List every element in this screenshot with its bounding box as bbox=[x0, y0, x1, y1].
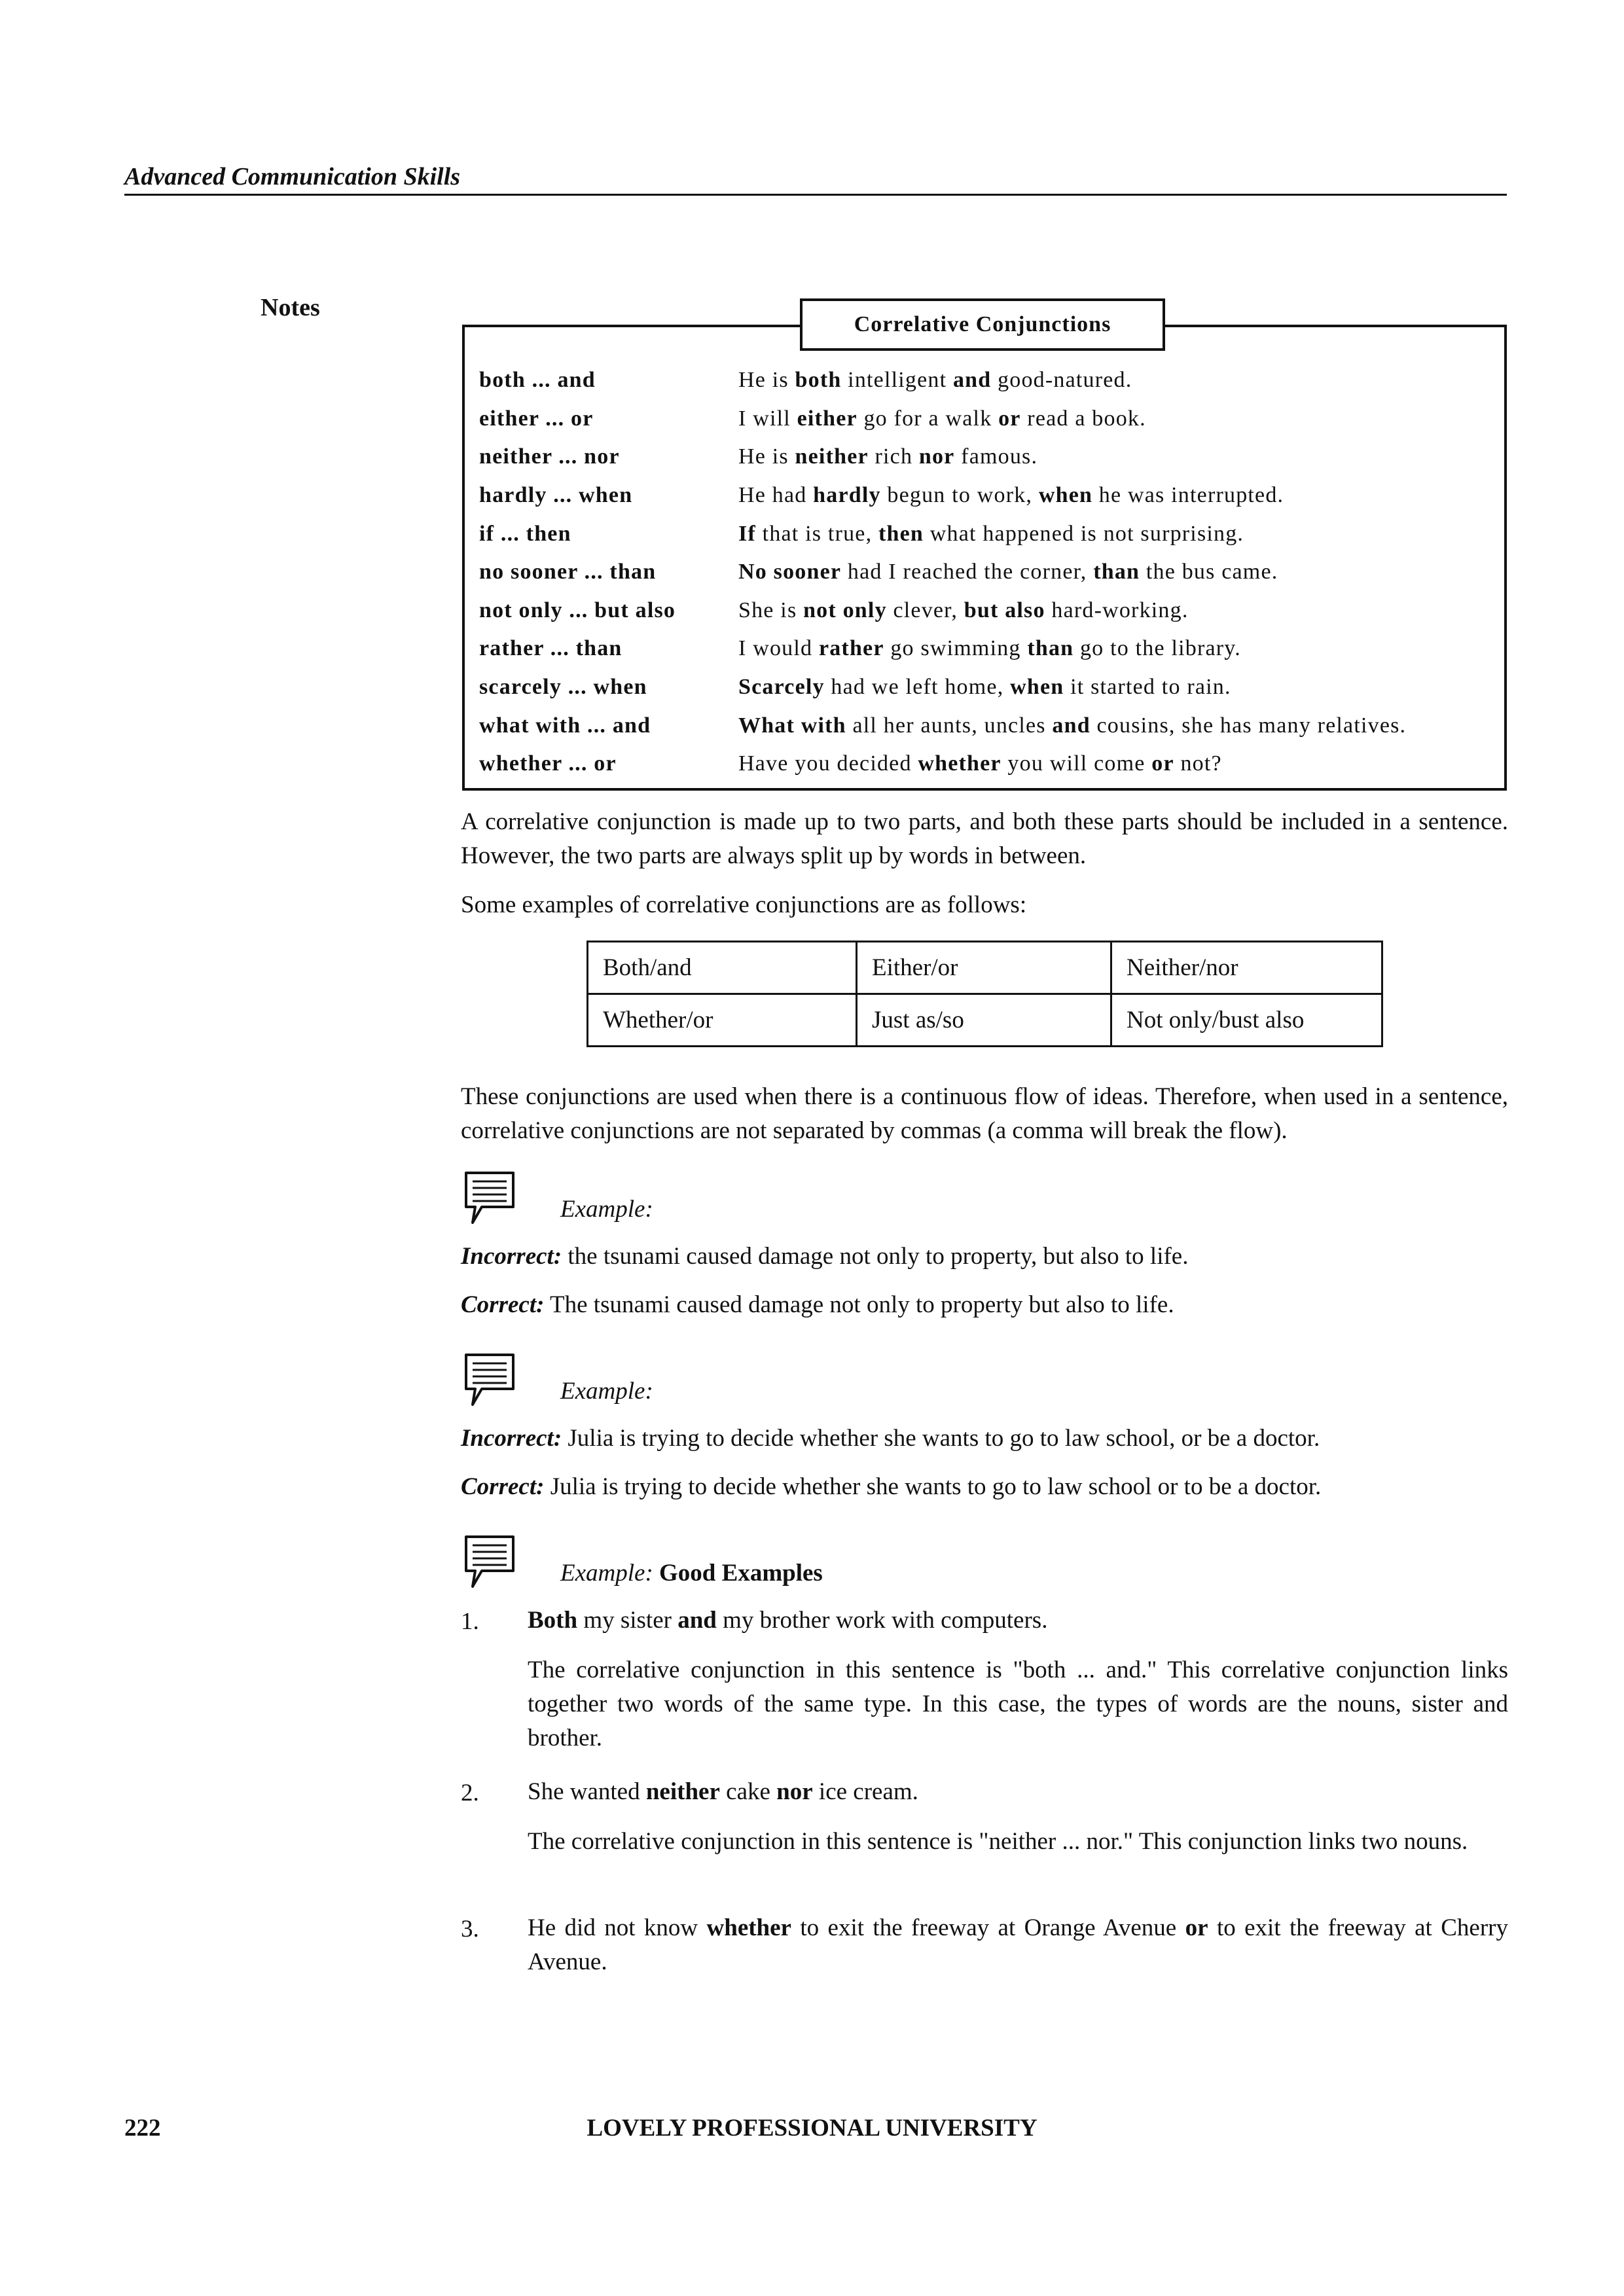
intro-paragraph: A correlative conjunction is made up to two parts, and both these parts should be included in a sentence. However, the two parts are always split up by words in between. bbox=[461, 808, 1508, 869]
conjunction-keyword: nor bbox=[776, 1778, 813, 1805]
list-number: 2. bbox=[461, 1780, 479, 1806]
example-text: She is bbox=[738, 598, 804, 622]
example-text: you will come bbox=[1001, 751, 1152, 776]
example-text: intelligent bbox=[841, 368, 953, 393]
conjunction-keyword: not only bbox=[803, 598, 887, 622]
list-number: 3. bbox=[461, 1916, 479, 1943]
conjunction-pairs-table bbox=[586, 941, 1383, 1047]
conjunction-example bbox=[738, 368, 1500, 393]
example-label-text: Example: bbox=[560, 1560, 653, 1587]
conjunction-row bbox=[479, 706, 1500, 745]
example-text: clever, bbox=[886, 598, 964, 622]
table-cell: Both/and bbox=[588, 942, 857, 994]
table-row bbox=[588, 942, 1382, 994]
sentence-text: She wanted bbox=[528, 1778, 646, 1805]
conjunction-example bbox=[738, 522, 1500, 547]
example-text: go for a walk bbox=[857, 406, 999, 431]
speech-note-icon bbox=[463, 1534, 516, 1590]
conjunction-keyword: hardly bbox=[813, 483, 881, 508]
example-text: the bus came. bbox=[1140, 560, 1278, 584]
flow-paragraph: These conjunctions are used when there is a continuous flow of ideas. Therefore, when used in a sentence, correlative conjunctions are not separated by commas (a comma will break the flow). bbox=[461, 1083, 1508, 1144]
table-cell: Neither/nor bbox=[1111, 942, 1382, 994]
sentence-text: He did not know bbox=[528, 1914, 707, 1941]
conjunction-term: rather ... than bbox=[479, 636, 623, 661]
example-heading: Good Examples bbox=[659, 1560, 823, 1587]
table-cell: Just as/so bbox=[857, 994, 1111, 1047]
example-text: Have you decided bbox=[738, 751, 918, 776]
conjunction-keyword: but also bbox=[964, 598, 1045, 622]
example-text: had we left home, bbox=[824, 675, 1011, 700]
example-text: rich bbox=[868, 444, 919, 469]
conjunction-row bbox=[479, 745, 1500, 783]
example-text: not? bbox=[1174, 751, 1222, 776]
sentence-text: ice cream. bbox=[812, 1778, 918, 1805]
example-text: go swimming bbox=[884, 636, 1028, 661]
conjunction-example bbox=[738, 406, 1500, 431]
conjunction-term: no sooner ... than bbox=[479, 560, 657, 584]
example-text: all her aunts, uncles bbox=[846, 713, 1053, 738]
conjunction-keyword: neither bbox=[795, 444, 869, 469]
example-label: Example: bbox=[560, 1378, 653, 1405]
conjunction-keyword: rather bbox=[818, 636, 884, 661]
conjunction-term: what with ... and bbox=[479, 713, 651, 738]
list-item-explanation: The correlative conjunction in this sentence is "neither ... nor." This conjunction links two nouns. bbox=[528, 1828, 1468, 1855]
sentence-text: my sister bbox=[577, 1607, 678, 1634]
conjunction-example bbox=[738, 751, 1500, 776]
conjunction-example bbox=[738, 483, 1500, 508]
conjunction-example bbox=[738, 560, 1500, 584]
conjunction-keyword: and bbox=[677, 1607, 717, 1634]
conjunction-term: either ... or bbox=[479, 406, 594, 431]
example-text: He is bbox=[738, 368, 795, 393]
example-text: hard-working. bbox=[1045, 598, 1189, 622]
conjunction-keyword: when bbox=[1010, 675, 1064, 700]
correct-example bbox=[461, 1473, 1321, 1501]
correct-text: Julia is trying to decide whether she wants to go to law school or to be a doctor. bbox=[544, 1473, 1322, 1500]
page-number: 222 bbox=[124, 2115, 161, 2142]
conjunction-keyword: and bbox=[952, 368, 992, 393]
conjunction-term: neither ... nor bbox=[479, 444, 620, 469]
incorrect-key: Incorrect: bbox=[461, 1243, 562, 1270]
example-text: it started to rain. bbox=[1064, 675, 1231, 700]
conjunction-keyword: What with bbox=[738, 713, 846, 738]
conjunction-row bbox=[479, 400, 1500, 439]
incorrect-text: the tsunami caused damage not only to property, but also to life. bbox=[562, 1243, 1189, 1270]
conjunction-keyword: or bbox=[1151, 751, 1174, 776]
example-text: I will bbox=[738, 406, 797, 431]
example-text: read a book. bbox=[1020, 406, 1146, 431]
conjunction-keyword: whether bbox=[706, 1914, 791, 1941]
conjunction-row bbox=[479, 668, 1500, 707]
list-item-sentence bbox=[528, 1604, 1508, 1638]
example-text: begun to work, bbox=[880, 483, 1039, 508]
list-item-explanation: The correlative conjunction in this sentence is "both ... and." This correlative conjunction links together two words of the same type. In this case, the types of words are the nouns, sister and brother. bbox=[528, 1657, 1508, 1751]
speech-note-icon bbox=[463, 1170, 516, 1227]
sentence-text: to exit the freeway at Cherry Avenue. bbox=[528, 1914, 1508, 1975]
conjunction-keyword: than bbox=[1093, 560, 1140, 584]
conjunction-keyword: Both bbox=[528, 1607, 578, 1634]
conjunction-keyword: when bbox=[1038, 483, 1093, 508]
example-text: that is true, bbox=[755, 521, 878, 546]
conjunction-keyword: than bbox=[1027, 636, 1074, 661]
table-row bbox=[588, 994, 1382, 1047]
example-text: cousins, she has many relatives. bbox=[1090, 713, 1407, 738]
conjunction-term: not only ... but also bbox=[479, 598, 676, 622]
conjunction-row bbox=[479, 553, 1500, 592]
notes-margin-label: Notes bbox=[261, 294, 320, 321]
header-rule bbox=[124, 194, 1507, 196]
conjunction-term: if ... then bbox=[479, 521, 571, 546]
conjunction-term: whether ... or bbox=[479, 751, 617, 776]
conjunction-term: both ... and bbox=[479, 368, 596, 393]
example-text: He is bbox=[738, 444, 795, 469]
conjunction-row bbox=[479, 630, 1500, 668]
table-cell: Whether/or bbox=[588, 994, 857, 1047]
example-text: had I reached the corner, bbox=[841, 560, 1094, 584]
running-header-title: Advanced Communication Skills bbox=[124, 163, 461, 190]
sentence-text: my brother work with computers. bbox=[716, 1607, 1048, 1634]
incorrect-example bbox=[461, 1242, 1188, 1270]
table-cell: Either/or bbox=[857, 942, 1111, 994]
correct-text: The tsunami caused damage not only to property but also to life. bbox=[544, 1291, 1174, 1318]
example-text: He had bbox=[738, 483, 814, 508]
conjunction-example bbox=[738, 675, 1500, 700]
conjunction-keyword: both bbox=[795, 368, 842, 393]
correct-key: Correct: bbox=[461, 1291, 545, 1318]
conjunction-row bbox=[479, 592, 1500, 630]
conjunction-keyword: If bbox=[738, 521, 756, 546]
conjunction-row bbox=[479, 514, 1500, 553]
conjunction-keyword: or bbox=[998, 406, 1021, 431]
box-title: Correlative Conjunctions bbox=[800, 298, 1165, 351]
incorrect-example bbox=[461, 1424, 1320, 1452]
example-text: go to the library. bbox=[1074, 636, 1241, 661]
conjunction-example bbox=[738, 713, 1500, 738]
incorrect-text: Julia is trying to decide whether she wants to go to law school, or be a doctor. bbox=[562, 1425, 1320, 1452]
conjunction-row bbox=[479, 438, 1500, 476]
correlative-conjunctions-list bbox=[479, 361, 1500, 783]
conjunction-keyword: either bbox=[797, 406, 857, 431]
sentence-text: to exit the freeway at Orange Avenue bbox=[791, 1914, 1185, 1941]
list-number: 1. bbox=[461, 1608, 479, 1635]
example-label bbox=[560, 1559, 823, 1587]
example-text: I would bbox=[738, 636, 819, 661]
conjunction-example bbox=[738, 598, 1500, 623]
conjunction-keyword: whether bbox=[918, 751, 1001, 776]
speech-note-icon bbox=[463, 1352, 516, 1408]
conjunction-keyword: and bbox=[1052, 713, 1091, 738]
conjunction-keyword: No sooner bbox=[738, 560, 842, 584]
conjunction-keyword: or bbox=[1185, 1914, 1208, 1941]
footer-organization: LOVELY PROFESSIONAL UNIVERSITY bbox=[586, 2115, 1038, 2142]
list-item-sentence bbox=[528, 1911, 1508, 1979]
table-cell: Not only/bust also bbox=[1111, 994, 1382, 1047]
conjunction-keyword: nor bbox=[918, 444, 955, 469]
example-text: good-natured. bbox=[991, 368, 1132, 393]
example-text: famous. bbox=[954, 444, 1038, 469]
conjunction-keyword: Scarcely bbox=[738, 675, 825, 700]
conjunction-keyword: then bbox=[878, 521, 924, 546]
conjunction-row bbox=[479, 476, 1500, 515]
conjunction-keyword: neither bbox=[645, 1778, 720, 1805]
example-text: what happened is not surprising. bbox=[924, 521, 1244, 546]
list-item-sentence bbox=[528, 1775, 1508, 1809]
conjunction-term: scarcely ... when bbox=[479, 675, 647, 700]
conjunction-term: hardly ... when bbox=[479, 483, 633, 508]
conjunction-example bbox=[738, 636, 1500, 661]
conjunction-example bbox=[738, 444, 1500, 469]
sentence-text: cake bbox=[719, 1778, 777, 1805]
example-label: Example: bbox=[560, 1196, 653, 1223]
incorrect-key: Incorrect: bbox=[461, 1425, 562, 1452]
example-text: he was interrupted. bbox=[1092, 483, 1284, 508]
correct-key: Correct: bbox=[461, 1473, 545, 1500]
examples-intro-paragraph: Some examples of correlative conjunctions are as follows: bbox=[461, 891, 1027, 918]
conjunction-row bbox=[479, 361, 1500, 400]
correct-example bbox=[461, 1291, 1174, 1319]
